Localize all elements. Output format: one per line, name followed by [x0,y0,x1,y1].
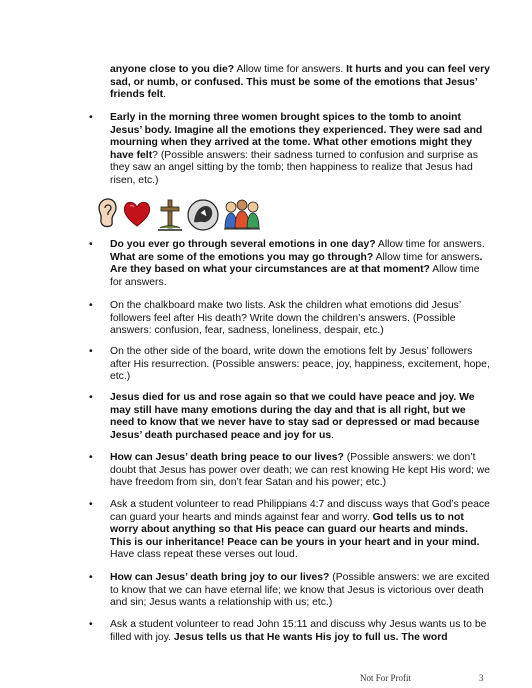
list-item [89,499,492,562]
plain-text: (Possible answers: we are excited to know that we can have eternal life; we know that Jesus is victorious over death and sin; Jesus wants a relationship with us; etc.) [110,572,490,609]
question-text: anyone close to you die? [110,64,235,75]
bullet: • [89,112,93,123]
bullet: • [89,392,93,403]
emphasis-text: It hurts and you can feel very sad, or numb, or confused. This must be some of the emotions that Jesus’ friends felt [110,64,490,100]
bullet: • [89,300,93,311]
list-item [89,300,492,338]
instruction-text: Allow time for answers. [234,64,347,75]
footer-note: Not For Profit [360,673,412,683]
plain-text: On the other side of the board, write down the emotions felt by Jesus’ followers after His resurrection. (Possible answers: peace, joy, happiness, excitement, hope, etc.) [110,346,490,383]
plain-text: Allow time for answers. [110,264,480,288]
bold-text: God tells us to not worry about anything so that His peace can guard our hearts and minds. This is our inheritance! Peace can be yours in your heart and in your mind. [110,511,480,548]
list-item [89,452,492,490]
punctuation-text: . [163,89,167,100]
bold-text: Do you ever go through several emotions in one day? [110,239,376,250]
list-item [89,346,492,384]
bold-text: How can Jesus’ death bring joy to our lives? [110,572,330,583]
clipart-strip [94,198,264,232]
bullet: • [89,499,93,510]
plain-text: Allow time for answers [373,251,480,263]
bullet: • [89,239,93,250]
page-number: 3 [479,673,484,683]
list-item [89,112,492,188]
plain-text: ? (Possible answers: their sadness turned to confusion and surprise as they saw an angel sitting by the tomb; then happiness to realize that Jesus had risen, etc.) [110,149,478,186]
cross-icon [156,198,184,232]
bullet: • [89,346,93,357]
list-item [89,239,492,289]
children-group-icon [222,198,262,232]
bold-text: Jesus tells us that He wants His joy to full us. The word [173,631,448,643]
continuation-paragraph [110,64,490,102]
bold-text: . Are they based on what your circumstances are at that moment? [110,251,483,276]
bullet: • [89,572,93,583]
plain-text: On the chalkboard make two lists. Ask the children what emotions did Jesus’ followers feel after His death? Write down the children’s answers. (Possible answers: confusion, fear, sadness, loneliness, despair, etc.) [110,300,461,337]
heart-icon [122,198,152,230]
plain-text: (Possible answers: we don’t doubt that Jesus has power over death; we can rest knowing He kept His word; we have freedom from sin, don’t fear Satan and his power; etc.) [110,452,491,489]
bold-text: Jesus died for us and rose again so that we could have peace and joy. We may still have many emotions during the day and that is all right, but we need to know that we never have to stay sad or depressed or mad because Jesus’ death purchased peace and joy for us [110,392,480,441]
list-item [89,392,492,442]
bold-text: What are some of the emotions you may go through? [110,251,374,263]
plain-text: Have class repeat these verses out loud. [110,549,298,561]
list-item [89,619,492,644]
bold-text: Early in the morning three women brought spices to the tomb to anoint Jesus’ body. Imagine all the emotions they experienced. They were sad and mourning when they arrived at the tome. What other emotions might they have felt [110,112,483,161]
bold-text: How can Jesus’ death bring peace to our lives? [110,452,344,463]
plain-text: Ask a student volunteer to read John 15:11 and discuss why Jesus wants us to be filled with joy. [110,619,487,643]
plain-text: . [331,429,335,441]
plain-text: Ask a student volunteer to read Philippians 4:7 and discuss ways that God’s peace can guard your hearts and minds against fear and worry. [110,499,490,523]
bullet: • [89,619,93,630]
ear-icon [94,198,118,230]
praying-icon [186,198,220,232]
list-item [89,572,492,610]
plain-text: Allow time for answers. [375,239,485,250]
bullet: • [89,452,93,463]
